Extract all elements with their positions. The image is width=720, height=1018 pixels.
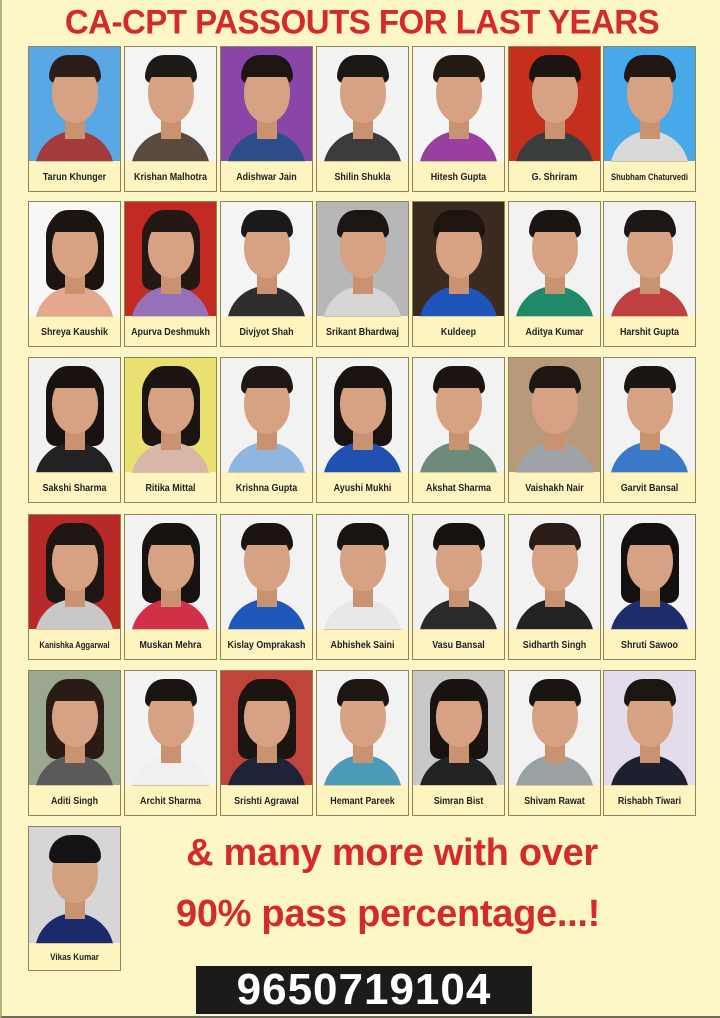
student-card bbox=[316, 357, 409, 503]
student-card bbox=[28, 826, 121, 971]
student-card bbox=[124, 514, 217, 660]
student-card bbox=[603, 201, 696, 347]
student-row bbox=[28, 514, 698, 660]
hair-top-shape bbox=[242, 679, 292, 701]
student-name: Hemant Pareek bbox=[324, 785, 401, 816]
student-name: Aditi Singh bbox=[36, 785, 113, 816]
student-photo bbox=[604, 671, 695, 785]
hair-top-shape bbox=[625, 366, 675, 388]
student-name: Srishti Agrawal bbox=[228, 785, 305, 816]
student-name: Ayushi Mukhi bbox=[324, 472, 401, 503]
student-name: Shruti Sawoo bbox=[611, 629, 688, 660]
student-row bbox=[28, 46, 698, 192]
student-name: Vasu Bansal bbox=[420, 629, 497, 660]
hair-top-shape bbox=[242, 523, 292, 545]
student-photo bbox=[125, 671, 216, 785]
student-card bbox=[412, 514, 505, 660]
student-card bbox=[603, 670, 696, 816]
hair-top-shape bbox=[338, 210, 388, 232]
student-name: Sakshi Sharma bbox=[36, 472, 113, 503]
student-name: Tarun Khunger bbox=[36, 161, 113, 192]
hair-top-shape bbox=[50, 679, 100, 701]
student-name: Vaishakh Nair bbox=[516, 472, 593, 503]
student-name: G. Shriram bbox=[516, 161, 593, 192]
student-photo bbox=[413, 671, 504, 785]
student-photo bbox=[29, 47, 120, 161]
student-name: Garvit Bansal bbox=[611, 472, 688, 503]
student-photo bbox=[125, 202, 216, 316]
student-photo bbox=[317, 202, 408, 316]
student-photo bbox=[221, 47, 312, 161]
student-photo bbox=[125, 47, 216, 161]
student-card bbox=[28, 357, 121, 503]
student-card bbox=[412, 357, 505, 503]
student-card bbox=[508, 514, 601, 660]
student-photo bbox=[413, 515, 504, 629]
student-name: Divjyot Shah bbox=[228, 316, 305, 347]
student-row bbox=[28, 670, 698, 816]
student-name: Ritika Mittal bbox=[132, 472, 209, 503]
student-card bbox=[124, 46, 217, 192]
student-name: Adishwar Jain bbox=[228, 161, 305, 192]
student-photo bbox=[29, 671, 120, 785]
student-card bbox=[124, 357, 217, 503]
student-card bbox=[220, 46, 313, 192]
student-name: Aditya Kumar bbox=[516, 316, 593, 347]
student-photo bbox=[125, 515, 216, 629]
hair-top-shape bbox=[50, 55, 100, 77]
student-card bbox=[508, 201, 601, 347]
student-card bbox=[28, 670, 121, 816]
student-photo bbox=[221, 202, 312, 316]
hair-top-shape bbox=[625, 679, 675, 701]
student-photo bbox=[317, 47, 408, 161]
hair-top-shape bbox=[338, 679, 388, 701]
student-name: Harshit Gupta bbox=[611, 316, 688, 347]
hair-top-shape bbox=[50, 210, 100, 232]
hair-top-shape bbox=[625, 210, 675, 232]
student-card bbox=[316, 514, 409, 660]
hair-top-shape bbox=[530, 679, 580, 701]
student-photo bbox=[317, 358, 408, 472]
hair-top-shape bbox=[530, 523, 580, 545]
student-photo bbox=[29, 358, 120, 472]
student-card bbox=[28, 514, 121, 660]
student-photo bbox=[604, 358, 695, 472]
student-card bbox=[603, 514, 696, 660]
student-card bbox=[508, 670, 601, 816]
student-photo bbox=[29, 202, 120, 316]
student-card bbox=[316, 46, 409, 192]
phone-number: 9650719104 bbox=[196, 966, 532, 1014]
student-name: Apurva Deshmukh bbox=[132, 316, 209, 347]
student-name: Vikas Kumar bbox=[36, 943, 113, 971]
hair-top-shape bbox=[530, 55, 580, 77]
student-name: Shivam Rawat bbox=[516, 785, 593, 816]
student-name: Abhishek Saini bbox=[324, 629, 401, 660]
student-card bbox=[220, 670, 313, 816]
student-name: Sidharth Singh bbox=[516, 629, 593, 660]
student-card bbox=[28, 201, 121, 347]
student-card bbox=[220, 514, 313, 660]
student-card bbox=[28, 46, 121, 192]
student-name: Simran Bist bbox=[420, 785, 497, 816]
student-photo bbox=[221, 358, 312, 472]
student-photo bbox=[509, 515, 600, 629]
slogan-line-2: 90% pass percentage...! bbox=[176, 893, 600, 935]
student-photo bbox=[509, 671, 600, 785]
student-photo bbox=[604, 202, 695, 316]
student-photo bbox=[317, 671, 408, 785]
hair-top-shape bbox=[242, 55, 292, 77]
student-name: Muskan Mehra bbox=[132, 629, 209, 660]
hair-shape bbox=[49, 835, 101, 863]
student-row bbox=[28, 357, 698, 503]
student-name: Akshat Sharma bbox=[420, 472, 497, 503]
hair-top-shape bbox=[146, 679, 196, 701]
student-name: Kuldeep bbox=[420, 316, 497, 347]
student-photo bbox=[317, 515, 408, 629]
student-photo bbox=[221, 515, 312, 629]
hair-top-shape bbox=[146, 523, 196, 545]
hair-top-shape bbox=[50, 523, 100, 545]
hair-top-shape bbox=[530, 210, 580, 232]
hair-top-shape bbox=[242, 210, 292, 232]
student-photo bbox=[413, 47, 504, 161]
hair-top-shape bbox=[338, 523, 388, 545]
student-photo bbox=[604, 515, 695, 629]
hair-top-shape bbox=[338, 366, 388, 388]
hair-top-shape bbox=[50, 366, 100, 388]
hair-top-shape bbox=[146, 55, 196, 77]
student-photo bbox=[509, 202, 600, 316]
slogan-line-1: & many more with over bbox=[186, 832, 598, 874]
student-photo bbox=[413, 202, 504, 316]
student-card bbox=[316, 670, 409, 816]
poster-title: CA-CPT PASSOUTS FOR LAST YEARS bbox=[64, 2, 660, 41]
hair-top-shape bbox=[338, 55, 388, 77]
student-name: Shubham Chaturvedi bbox=[611, 161, 688, 192]
student-photo bbox=[29, 827, 120, 943]
student-card bbox=[220, 357, 313, 503]
hair-top-shape bbox=[434, 523, 484, 545]
hair-top-shape bbox=[434, 55, 484, 77]
student-card bbox=[412, 670, 505, 816]
hair-top-shape bbox=[146, 210, 196, 232]
hair-top-shape bbox=[434, 210, 484, 232]
hair-top-shape bbox=[146, 366, 196, 388]
hair-top-shape bbox=[434, 679, 484, 701]
student-card bbox=[508, 357, 601, 503]
student-name: Shreya Kaushik bbox=[36, 316, 113, 347]
student-name: Srikant Bhardwaj bbox=[324, 316, 401, 347]
student-card bbox=[412, 201, 505, 347]
student-name: Shilin Shukla bbox=[324, 161, 401, 192]
hair-top-shape bbox=[434, 366, 484, 388]
student-photo bbox=[604, 47, 695, 161]
student-card bbox=[124, 670, 217, 816]
student-photo bbox=[221, 671, 312, 785]
student-row bbox=[28, 201, 698, 347]
student-name: Archit Sharma bbox=[132, 785, 209, 816]
student-card bbox=[412, 46, 505, 192]
hair-top-shape bbox=[625, 523, 675, 545]
student-name: Krishan Malhotra bbox=[132, 161, 209, 192]
student-photo bbox=[413, 358, 504, 472]
student-card bbox=[603, 46, 696, 192]
student-card bbox=[124, 201, 217, 347]
student-name: Kislay Omprakash bbox=[228, 629, 305, 660]
student-name: Hitesh Gupta bbox=[420, 161, 497, 192]
student-photo bbox=[29, 515, 120, 629]
student-photo bbox=[509, 47, 600, 161]
hair-top-shape bbox=[530, 366, 580, 388]
student-name: Krishna Gupta bbox=[228, 472, 305, 503]
student-photo bbox=[509, 358, 600, 472]
student-card bbox=[508, 46, 601, 192]
hair-top-shape bbox=[625, 55, 675, 77]
student-card bbox=[603, 357, 696, 503]
hair-top-shape bbox=[242, 366, 292, 388]
student-name: Kanishka Aggarwal bbox=[36, 629, 113, 660]
student-photo bbox=[125, 358, 216, 472]
student-card bbox=[220, 201, 313, 347]
student-card bbox=[316, 201, 409, 347]
student-name: Rishabh Tiwari bbox=[611, 785, 688, 816]
